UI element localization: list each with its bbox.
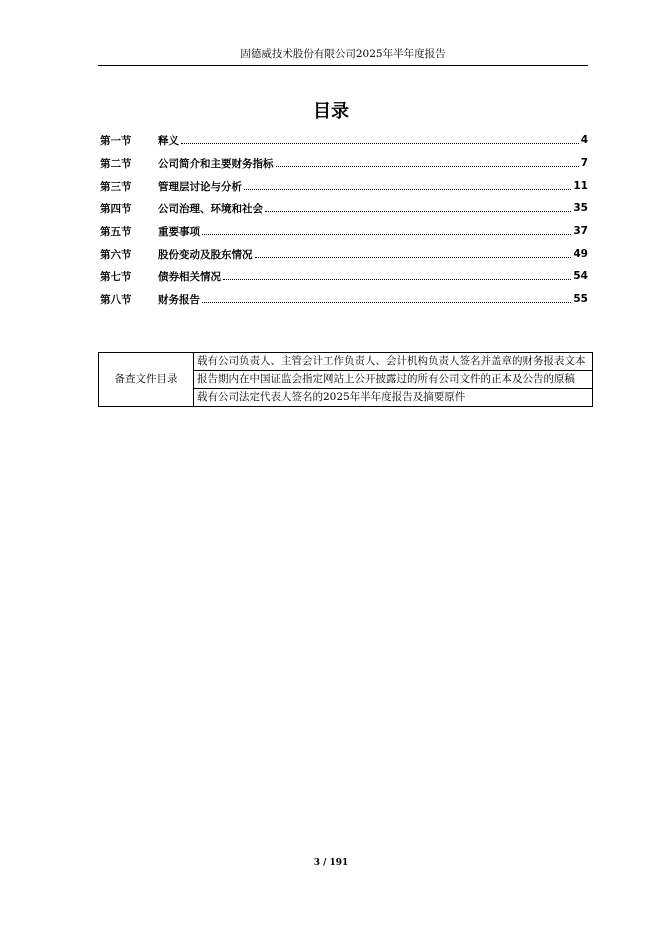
toc-page-number: 37 <box>573 225 588 237</box>
toc-leader-dots <box>181 142 579 144</box>
toc-entry[interactable] <box>100 223 588 239</box>
toc-leader-dots <box>223 278 571 280</box>
reference-documents-table <box>98 352 593 407</box>
toc-section-title: 股份变动及股东情况 <box>158 248 253 261</box>
toc-entry[interactable] <box>100 132 588 148</box>
toc-page-number: 55 <box>573 293 588 305</box>
toc-section-number: 第四节 <box>100 202 132 215</box>
toc-section-number: 第二节 <box>100 157 132 170</box>
page-number: 3 / 191 <box>313 858 349 868</box>
toc-leader-dots <box>255 256 572 258</box>
toc-page-number: 35 <box>573 202 588 214</box>
toc-page-number: 49 <box>573 248 588 260</box>
toc-leader-dots <box>244 188 571 190</box>
toc-entry[interactable] <box>100 155 588 171</box>
toc-entry[interactable] <box>100 268 588 284</box>
toc-leader-dots <box>202 233 571 235</box>
toc-leader-dots <box>265 210 571 212</box>
toc-section-title: 管理层讨论与分析 <box>158 180 242 193</box>
toc-entry[interactable] <box>100 291 588 307</box>
toc-entry[interactable] <box>100 178 588 194</box>
page-title: 目录 <box>313 101 349 122</box>
toc-section-title: 公司治理、环境和社会 <box>158 202 263 215</box>
toc-section-number: 第三节 <box>100 180 132 193</box>
toc-section-number: 第八节 <box>100 293 132 306</box>
toc-page-number: 7 <box>580 157 588 169</box>
toc-page-number: 11 <box>573 180 588 192</box>
reference-documents-label: 备查文件目录 <box>99 353 194 407</box>
toc-section-number: 第一节 <box>100 134 132 147</box>
page-header: 固德威技术股份有限公司2025年半年度报告 <box>98 46 588 66</box>
toc-section-number: 第六节 <box>100 248 132 261</box>
toc-section-number: 第五节 <box>100 225 132 238</box>
toc-leader-dots <box>202 301 571 303</box>
reference-document-item: 载有公司法定代表人签名的2025年半年度报告及摘要原件 <box>194 389 593 407</box>
toc-entry[interactable] <box>100 246 588 262</box>
reference-document-item: 载有公司负责人、主管会计工作负责人、会计机构负责人签名并盖章的财务报表文本 <box>194 353 593 371</box>
toc-section-title: 公司简介和主要财务指标 <box>158 157 274 170</box>
toc-page-number: 54 <box>573 270 588 282</box>
reference-document-item: 报告期内在中国证监会指定网站上公开披露过的所有公司文件的正本及公告的原稿 <box>194 371 593 389</box>
toc-section-number: 第七节 <box>100 270 132 283</box>
toc-section-title: 财务报告 <box>158 293 200 306</box>
toc-section-title: 债券相关情况 <box>158 270 221 283</box>
toc-leader-dots <box>276 165 579 167</box>
table-row <box>99 353 593 371</box>
toc-entry[interactable] <box>100 200 588 216</box>
toc-section-title: 重要事项 <box>158 225 200 238</box>
toc-page-number: 4 <box>580 134 588 146</box>
toc-section-title: 释义 <box>158 134 179 147</box>
